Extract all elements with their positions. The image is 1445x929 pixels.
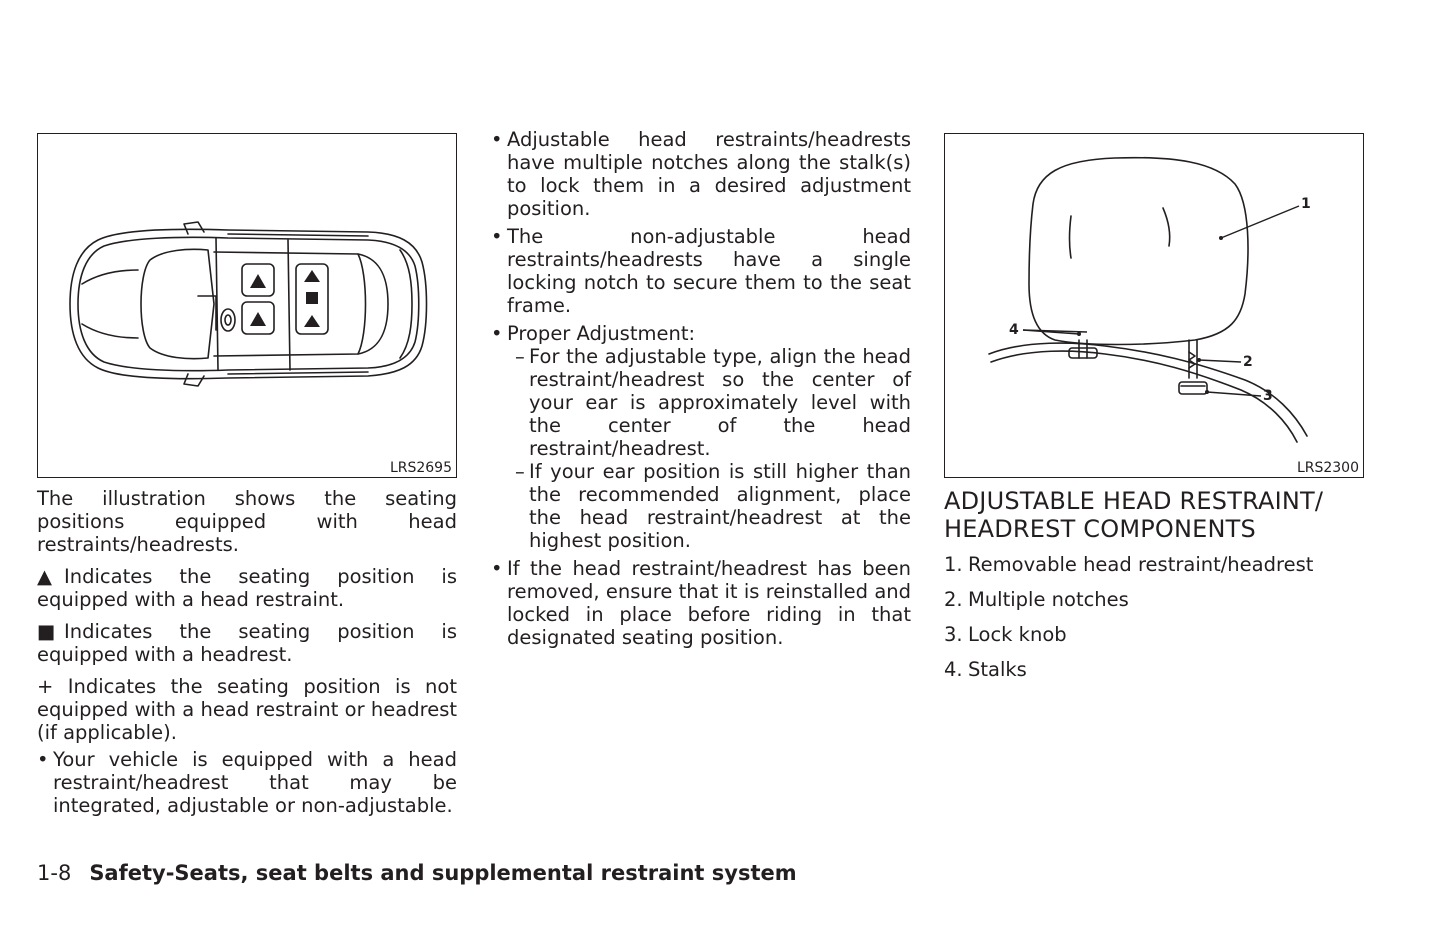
components-list (944, 553, 1364, 681)
seat-markers (242, 264, 328, 334)
bullet-text: Proper Adjustment: (507, 322, 696, 345)
square-icon: ■ (37, 620, 56, 643)
middle-column (491, 128, 911, 654)
callout-1: 1 (1301, 196, 1311, 212)
bullet-text: If the head restraint/headrest has been removed, ensure that it is reinstalled and locked in place before riding in that designated seating position. (507, 557, 911, 649)
legend-triangle-text: Indicates the seating position is equipped with a head restraint. (37, 565, 457, 611)
item-label: Removable head restraint/headrest (968, 553, 1314, 576)
bullet-text: The non-adjustable head restraints/headrests have a single locking notch to secure them to the seat frame. (507, 225, 911, 317)
item-label: Stalks (968, 658, 1027, 681)
bullet-item: • If the head restraint/headrest has been removed, ensure that it is reinstalled and locked in place before riding in that designated seating position. (491, 557, 911, 649)
legend-square-text: Indicates the seating position is equipped with a headrest. (37, 620, 457, 666)
heading-line: ADJUSTABLE HEAD RESTRAINT/ (944, 487, 1324, 515)
bullet-item: • Adjustable head restraints/headrests have multiple notches along the stalk(s) to lock them in a desired adjustment position. (491, 128, 911, 220)
list-item (944, 553, 1364, 576)
intro-paragraph: The illustration shows the seating positions equipped with head restraints/headrests. (37, 487, 457, 556)
figure-code: LRS2300 (1296, 460, 1359, 476)
page-footer (37, 860, 797, 886)
heading-line: HEADREST COMPONENTS (944, 515, 1256, 543)
section-title: Safety-Seats, seat belts and supplemental restraint system (89, 861, 797, 885)
bullet-text: Adjustable head restraints/headrests have multiple notches along the stalk(s) to lock them in a desired adjustment position. (507, 128, 911, 220)
car-top-view-illustration (38, 134, 456, 477)
item-number: 2. (944, 588, 963, 611)
item-number: 1. (944, 553, 963, 576)
item-number: 3. (944, 623, 963, 646)
item-label: Lock knob (968, 623, 1067, 646)
headrest-components-figure (944, 133, 1364, 478)
item-label: Multiple notches (968, 588, 1129, 611)
list-item (944, 588, 1364, 611)
headrest-illustration (945, 134, 1363, 477)
triangle-icon: ▲ (37, 565, 52, 588)
bullet-item: • The non-adjustable head restraints/headrests have a single locking notch to secure them to the seat frame. (491, 225, 911, 317)
dash-item: – For the adjustable type, align the head restraint/headrest so the center of your ear is approximately level with the center of the head restraint/headrest. (515, 345, 911, 460)
legend-square (37, 620, 457, 666)
list-item (944, 658, 1364, 681)
item-number: 4. (944, 658, 963, 681)
callout-2: 2 (1243, 354, 1253, 370)
headrest-cushion (1029, 158, 1248, 345)
right-column (944, 487, 1364, 693)
figure-code: LRS2695 (389, 460, 452, 476)
legend-triangle (37, 565, 457, 611)
bullet-item: • Proper Adjustment: (491, 322, 696, 345)
callout-4: 4 (1009, 322, 1019, 338)
left-column (37, 487, 457, 822)
callout-3: 3 (1263, 388, 1273, 404)
dash-item: – If your ear position is still higher than the recommended alignment, place the head restraint/headrest at the highest position. (515, 460, 911, 552)
seating-positions-figure (37, 133, 457, 478)
section-heading (944, 487, 1364, 543)
list-item (944, 623, 1364, 646)
bullet-text: Your vehicle is equipped with a head restraint/headrest that may be integrated, adjustable or non-adjustable. (53, 748, 457, 817)
bullet-item: • Your vehicle is equipped with a head restraint/headrest that may be integrated, adjustable or non-adjustable. (37, 748, 457, 817)
headrest-square-icon (306, 292, 318, 304)
page-number: 1-8 (37, 861, 72, 885)
dash-text: For the adjustable type, align the head restraint/headrest so the center of your ear is approximately level with the center of the head restraint/headrest. (529, 345, 911, 460)
legend-plus: + Indicates the seating position is not equipped with a head restraint or headrest (if applicable). (37, 675, 457, 744)
dash-text: If your ear position is still higher than the recommended alignment, place the head restraint/headrest at the highest position. (529, 460, 911, 552)
